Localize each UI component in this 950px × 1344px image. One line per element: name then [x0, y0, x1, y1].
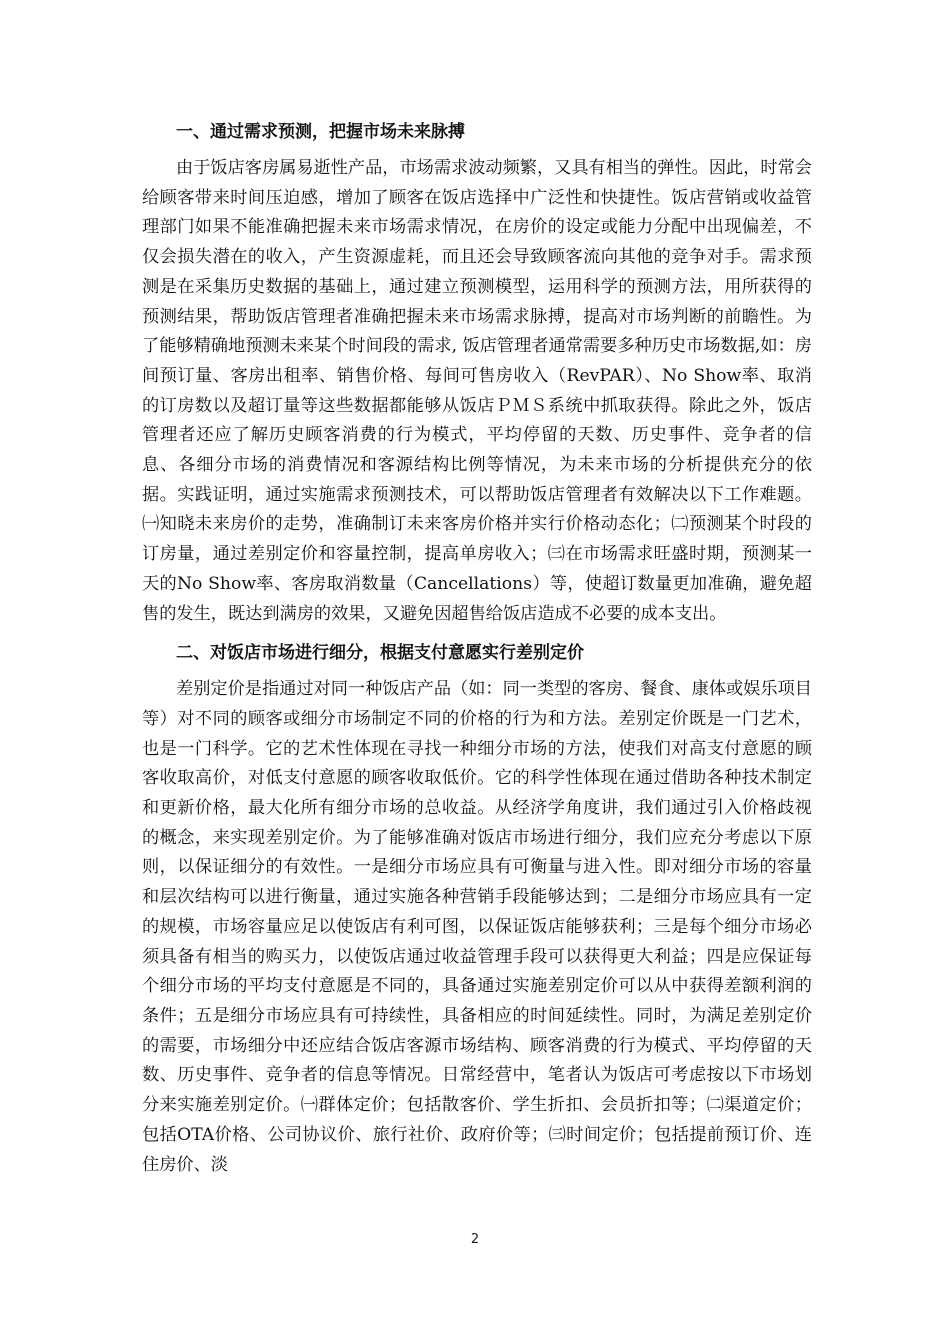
section-paragraph-2: 差别定价是指通过对同一种饭店产品（如：同一类型的客房、餐食、康体或娱乐项目等）对不同的顾客或细分市场制定不同的价格的行为和方法。差别定价既是一门艺术，也是一门科学。它的艺术性体现在寻找一种细分市场的方法，使我们对高支付意愿的顾客收取高价，对低支付意愿的顾客收取低价。它的科学性体现在通过借助各种技术制定和更新价格，最大化所有细分市场的总收益。从经济学角度讲，我们通过引入价格歧视的概念，来实现差别定价。为了能够准确对饭店市场进行细分，我们应充分考虑以下原则，以保证细分的有效性。一是细分市场应具有可衡量与进入性。即对细分市场的容量和层次结构可以进行衡量，通过实施各种营销手段能够达到；二是细分市场应具有一定的规模，市场容量应足以使饭店有利可图，以保证饭店能够获利；三是每个细分市场必须具备有相当的购买力，以使饭店通过收益管理手段可以获得更大利益；四是应保证每个细分市场的平均支付意愿是不同的，具备通过实施差别定价可以从中获得差额利润的条件；五是细分市场应具有可持续性，具备相应的时间延续性。同时，为满足差别定价的需要，市场细分中还应结合饭店客源市场结构、顾客消费的行为模式、平均停留的天数、历史事件、竞争者的信息等情况。日常经营中，笔者认为饭店可考虑按以下市场划分来实施差别定价。㈠群体定价；包括散客价、学生折扣、会员折扣等；㈡渠道定价；包括OTA价格、公司协议价、旅行社价、政府价等；㈢时间定价；包括提前预订价、连住房价、淡: [142, 679, 812, 1175]
page-number: 2: [470, 1232, 480, 1247]
section-heading-2: 二、对饭店市场进行细分，根据支付意愿实行差别定价: [176, 643, 584, 664]
section-paragraph-1: 由于饭店客房属易逝性产品，市场需求波动频繁，又具有相当的弹性。因此，时常会给顾客带来时间压迫感，增加了顾客在饭店选择中广泛性和快捷性。饭店营销或收益管理部门如果不能准确把握未来市场需求情况，在房价的设定或能力分配中出现偏差，不仅会损失潜在的收入，产生资源虚耗，而且还会导致顾客流向其他的竞争对手。需求预测是在采集历史数据的基础上，通过建立预测模型，运用科学的预测方法，用所获得的预测结果，帮助饭店管理者准确把握未来市场需求脉搏，提高对市场判断的前瞻性。为了能够精确地预测未来某个时间段的需求, 饭店管理者通常需要多种历史市场数据,如：房间预订量、客房出租率、销售价格、每间可售房收入（RevPAR）、No Show率、取消的订房数以及超订量等这些数据都能够从饭店ＰＭＳ系统中抓取获得。除此之外，饭店管理者还应了解历史顾客消费的行为模式，平均停留的天数、历史事件、竞争者的信息、各细分市场的消费情况和客源结构比例等情况，为未来市场的分析提供充分的依据。实践证明，通过实施需求预测技术，可以帮助饭店管理者有效解决以下工作难题。㈠知晓未来房价的走势，准确制订未来客房价格并实行价格动态化；㈡预测某个时段的订房量，通过差别定价和容量控制，提高单房收入；㈢在市场需求旺盛时期，预测某一天的No Show率、客房取消数量（Cancellations）等，使超订数量更加准确，避免超售的发生，既达到满房的效果，又避免因超售给饭店造成不必要的成本支出。: [142, 158, 812, 624]
section-heading-1: 一、通过需求预测，把握市场未来脉搏: [176, 122, 465, 142]
document-body: [142, 118, 812, 1190]
